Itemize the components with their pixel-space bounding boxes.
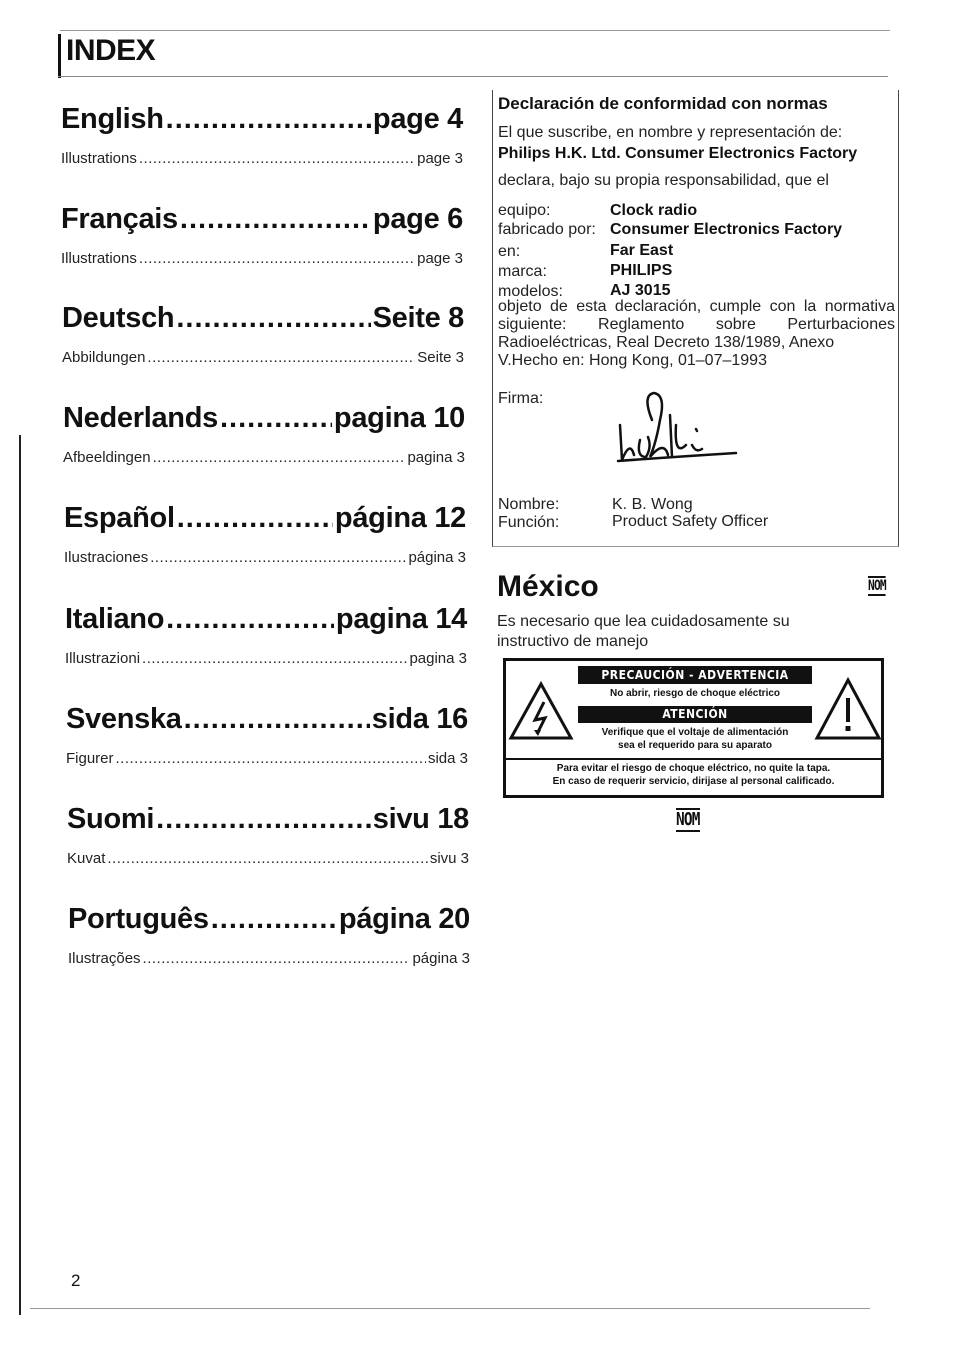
entry-page: página 12 [334, 502, 466, 534]
index-entry-nederlands [63, 402, 465, 466]
index-entry-svenska [66, 703, 468, 767]
dot-leader [139, 150, 415, 167]
page-number: 2 [71, 1271, 81, 1290]
title-underline [58, 76, 888, 77]
warning-header-atencion: ATENCIÓN [578, 706, 812, 723]
dot-leader [139, 250, 415, 267]
entry-sub-label: Afbeeldingen [63, 449, 151, 466]
electric-shock-warning-icon [508, 680, 574, 742]
warning-bottom-line2: En caso de requerir servicio, dirijase al personal calificado. [552, 776, 835, 787]
dot-leader [116, 750, 426, 767]
margin-line [19, 435, 21, 1315]
warning-bottom-text [506, 762, 881, 788]
index-entry-english [61, 103, 463, 167]
entry-sub-page: sivu 3 [429, 850, 469, 867]
entry-sub-page: page 3 [417, 250, 463, 267]
entry-language: Italiano [65, 603, 165, 635]
warning-line2b: sea el requerido para su aparato [618, 740, 772, 751]
dot-leader [184, 703, 370, 736]
dot-leader [153, 449, 406, 466]
field-key: marca: [498, 263, 547, 280]
dot-leader [176, 302, 370, 335]
declaration-objeto: objeto de esta declaración, cumple con la normativa siguiente: Reglamento sobre Perturbaciones Radioeléctricas, Real Decreto 138/1989, Anexo [498, 298, 895, 351]
declaration-line1: El que suscribe, en nombre y representación de: [498, 124, 843, 141]
declaration-line2: declara, bajo su propia responsabilidad, que el [498, 172, 829, 189]
field-key: fabricado por: [498, 221, 596, 238]
signer-value: Product Safety Officer [612, 513, 769, 530]
field-value: AJ 3015 [610, 282, 671, 299]
entry-sub-label: Illustrazioni [65, 650, 141, 667]
index-entry-italiano [65, 603, 467, 667]
entry-sub-page: page 3 [417, 150, 463, 167]
dot-leader [150, 549, 406, 566]
entry-sub-page: sida 3 [427, 750, 468, 767]
index-entry-portugues [68, 903, 470, 967]
signature-image [612, 385, 742, 470]
entry-language: English [61, 103, 164, 135]
nom-mark-icon: NOM [676, 809, 700, 830]
dot-leader [143, 950, 411, 967]
dot-leader [156, 803, 371, 836]
entry-sub-label: Kuvat [67, 850, 106, 867]
entry-page: sida 16 [371, 703, 468, 735]
field-value: Clock radio [610, 202, 698, 219]
entry-sub-page: pagina 3 [407, 449, 465, 466]
mexico-text: Es necesario que lea cuidadosamente su instructivo de manejo [497, 613, 790, 650]
dot-leader [177, 502, 333, 535]
dot-leader [107, 850, 427, 867]
index-entry-francais [61, 203, 463, 267]
entry-sub-label: Ilustraciones [64, 549, 149, 566]
entry-page: Seite 8 [372, 302, 464, 334]
signer-key: Función: [498, 514, 560, 531]
mexico-title: México [497, 570, 599, 603]
bottom-rule [30, 1308, 870, 1309]
field-key: en: [498, 243, 521, 260]
entry-language: Español [64, 502, 175, 534]
declaration-hecho: V.Hecho en: Hong Kong, 01–07–1993 [498, 352, 767, 369]
entry-page: page 6 [372, 203, 463, 235]
entry-sub-label: Abbildungen [62, 349, 146, 366]
index-entry-suomi [67, 803, 469, 867]
warning-divider [506, 758, 881, 760]
entry-sub-label: Ilustrações [68, 950, 141, 967]
field-key: equipo: [498, 202, 551, 219]
entry-language: Suomi [67, 803, 155, 835]
entry-sub-page: página 3 [408, 549, 466, 566]
entry-page: page 4 [372, 103, 463, 135]
field-value: Consumer Electronics Factory [610, 221, 843, 238]
exclamation-warning-icon [814, 676, 882, 742]
signer-key: Nombre: [498, 496, 560, 513]
dot-leader [166, 603, 334, 636]
entry-language: Svenska [66, 703, 182, 735]
entry-sub-label: Figurer [66, 750, 114, 767]
dot-leader [220, 402, 332, 435]
index-entry-espanol [64, 502, 466, 566]
dot-leader [147, 349, 415, 366]
entry-sub-label: Illustrations [61, 150, 137, 167]
top-rule [60, 30, 890, 31]
declaration-title: Declaración de conformidad con normas [498, 94, 828, 113]
dot-leader [211, 903, 337, 936]
field-key: modelos: [498, 283, 563, 300]
dot-leader [180, 203, 371, 236]
index-title-bar [58, 34, 61, 78]
entry-sub-page: pagina 3 [409, 650, 467, 667]
entry-page: sivu 18 [372, 803, 469, 835]
entry-page: pagina 14 [335, 603, 467, 635]
declaration-company: Philips H.K. Ltd. Consumer Electronics Factory [498, 145, 858, 162]
warning-line2a: Verifique que el voltaje de alimentación [601, 727, 789, 738]
entry-page: página 20 [338, 903, 470, 935]
warning-header-precaucion: PRECAUCIÓN - ADVERTENCIA [578, 666, 812, 684]
signer-value: K. B. Wong [612, 496, 693, 513]
warning-bottom-line1: Para evitar el riesgo de choque eléctrico, no quite la tapa. [556, 763, 831, 774]
entry-language: Français [61, 203, 178, 235]
dot-leader [142, 650, 407, 667]
entry-sub-page: página 3 [412, 950, 470, 967]
field-value: PHILIPS [610, 262, 673, 279]
entry-language: Português [68, 903, 209, 935]
dot-leader [166, 103, 371, 136]
nom-mark-icon: NOM [868, 578, 886, 594]
index-entry-deutsch [62, 302, 464, 366]
warning-line1: No abrir, riesgo de choque eléctrico [609, 688, 781, 699]
entry-language: Nederlands [63, 402, 218, 434]
firma-label: Firma: [498, 390, 544, 407]
entry-page: pagina 10 [333, 402, 465, 434]
entry-sub-page: Seite 3 [417, 349, 464, 366]
entry-language: Deutsch [62, 302, 175, 334]
page-title: INDEX [66, 34, 156, 67]
field-value: Far East [610, 242, 674, 259]
entry-sub-label: Illustrations [61, 250, 137, 267]
